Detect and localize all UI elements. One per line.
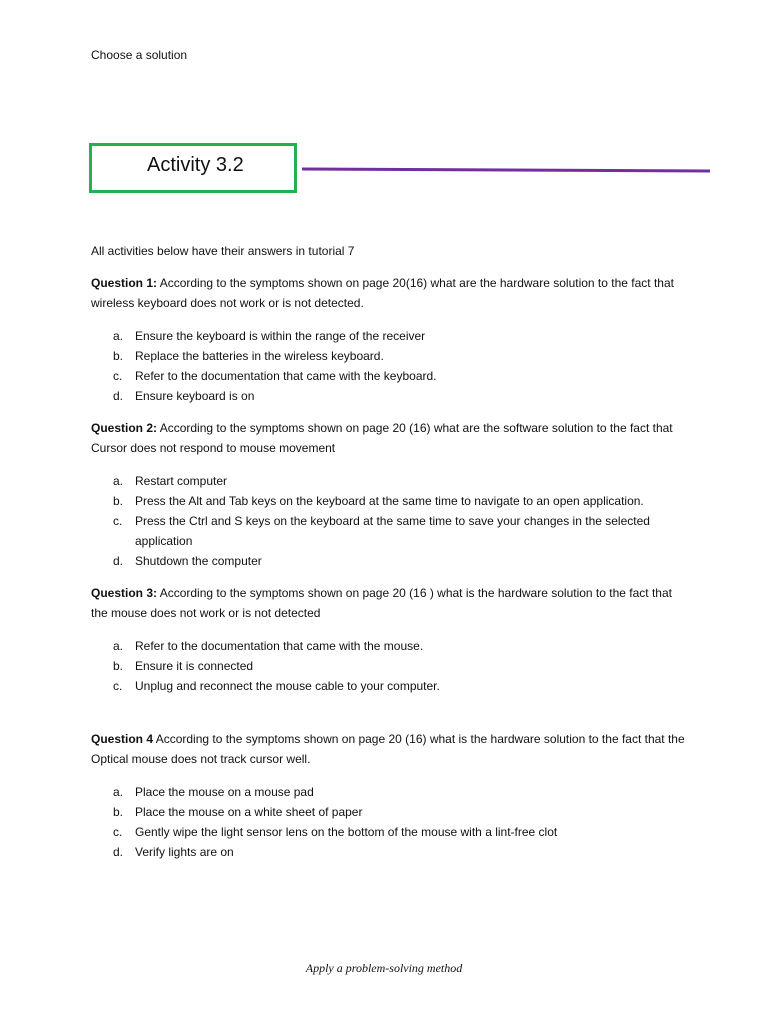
option-letter: b.: [113, 659, 124, 673]
option-text: Replace the batteries in the wireless keyboard.: [135, 349, 384, 363]
option-text: Verify lights are on: [135, 845, 234, 859]
activity-divider-line: [302, 0, 722, 180]
question-text: According to the symptoms shown on page 20 (16) what are the software solution to the fact that Cursor does not respond to mouse movement: [91, 421, 673, 455]
list-item: [91, 636, 691, 656]
question-2-options: [91, 471, 691, 571]
question-1: [91, 273, 691, 313]
list-item: [91, 842, 691, 862]
option-text: Press the Ctrl and S keys on the keyboard at the same time to save your changes in the selected application: [135, 514, 650, 548]
question-1-options: [91, 326, 691, 406]
option-text: Ensure the keyboard is within the range of the receiver: [135, 329, 426, 343]
question-label: Question 4: [91, 732, 154, 746]
option-letter: b.: [113, 494, 124, 508]
option-letter: a.: [113, 639, 124, 653]
option-letter: d.: [113, 554, 124, 568]
list-item: [91, 471, 691, 491]
option-text: Refer to the documentation that came with the keyboard.: [135, 369, 437, 383]
option-letter: c.: [113, 514, 123, 528]
intro-text: All activities below have their answers in tutorial 7: [91, 244, 355, 258]
activity-content: [91, 241, 691, 874]
option-letter: c.: [113, 825, 123, 839]
list-item: [91, 326, 691, 346]
option-letter: c.: [113, 679, 123, 693]
list-item: [91, 511, 691, 551]
option-letter: a.: [113, 785, 124, 799]
list-item: [91, 346, 691, 366]
list-item: [91, 676, 691, 696]
list-item: [91, 822, 691, 842]
option-letter: d.: [113, 389, 124, 403]
question-4: [91, 729, 691, 769]
option-text: Place the mouse on a white sheet of paper: [135, 805, 363, 819]
list-item: [91, 386, 691, 406]
option-text: Refer to the documentation that came with the mouse.: [135, 639, 424, 653]
option-text: Unplug and reconnect the mouse cable to your computer.: [135, 679, 440, 693]
option-text: Restart computer: [135, 474, 228, 488]
option-text: Ensure keyboard is on: [135, 389, 255, 403]
option-text: Press the Alt and Tab keys on the keyboard at the same time to navigate to an open application.: [135, 494, 644, 508]
activity-title-box: [89, 143, 297, 193]
list-item: [91, 802, 691, 822]
question-text: According to the symptoms shown on page 20 (16 ) what is the hardware solution to the fact that the mouse does not work or is not detected: [91, 586, 672, 620]
question-label: Question 1:: [91, 276, 158, 290]
page-footer: Apply a problem-solving method: [305, 961, 463, 975]
list-item: [91, 782, 691, 802]
option-text: Shutdown the computer: [135, 554, 262, 568]
question-2: [91, 418, 691, 458]
option-text: Place the mouse on a mouse pad: [135, 785, 314, 799]
option-letter: b.: [113, 349, 124, 363]
list-item: [91, 551, 691, 571]
question-text: According to the symptoms shown on page 20 (16) what is the hardware solution to the fact that the Optical mouse does not track cursor well.: [91, 732, 685, 766]
question-3: [91, 583, 691, 623]
question-label: Question 2:: [91, 421, 158, 435]
question-text: According to the symptoms shown on page 20(16) what are the hardware solution to the fact that wireless keyboard does not work or is not detected.: [91, 276, 674, 310]
option-letter: c.: [113, 369, 123, 383]
list-item: [91, 366, 691, 386]
activity-title: Activity 3.2: [147, 154, 244, 176]
spacer: [91, 708, 691, 729]
question-4-options: [91, 782, 691, 862]
list-item: [91, 491, 691, 511]
question-label: Question 3:: [91, 586, 158, 600]
page-header: Choose a solution: [91, 48, 188, 62]
list-item: [91, 656, 691, 676]
option-letter: b.: [113, 805, 124, 819]
option-letter: a.: [113, 474, 124, 488]
question-3-options: [91, 636, 691, 696]
option-text: Gently wipe the light sensor lens on the bottom of the mouse with a lint-free clot: [135, 825, 558, 839]
option-letter: a.: [113, 329, 124, 343]
option-text: Ensure it is connected: [135, 659, 254, 673]
option-letter: d.: [113, 845, 124, 859]
